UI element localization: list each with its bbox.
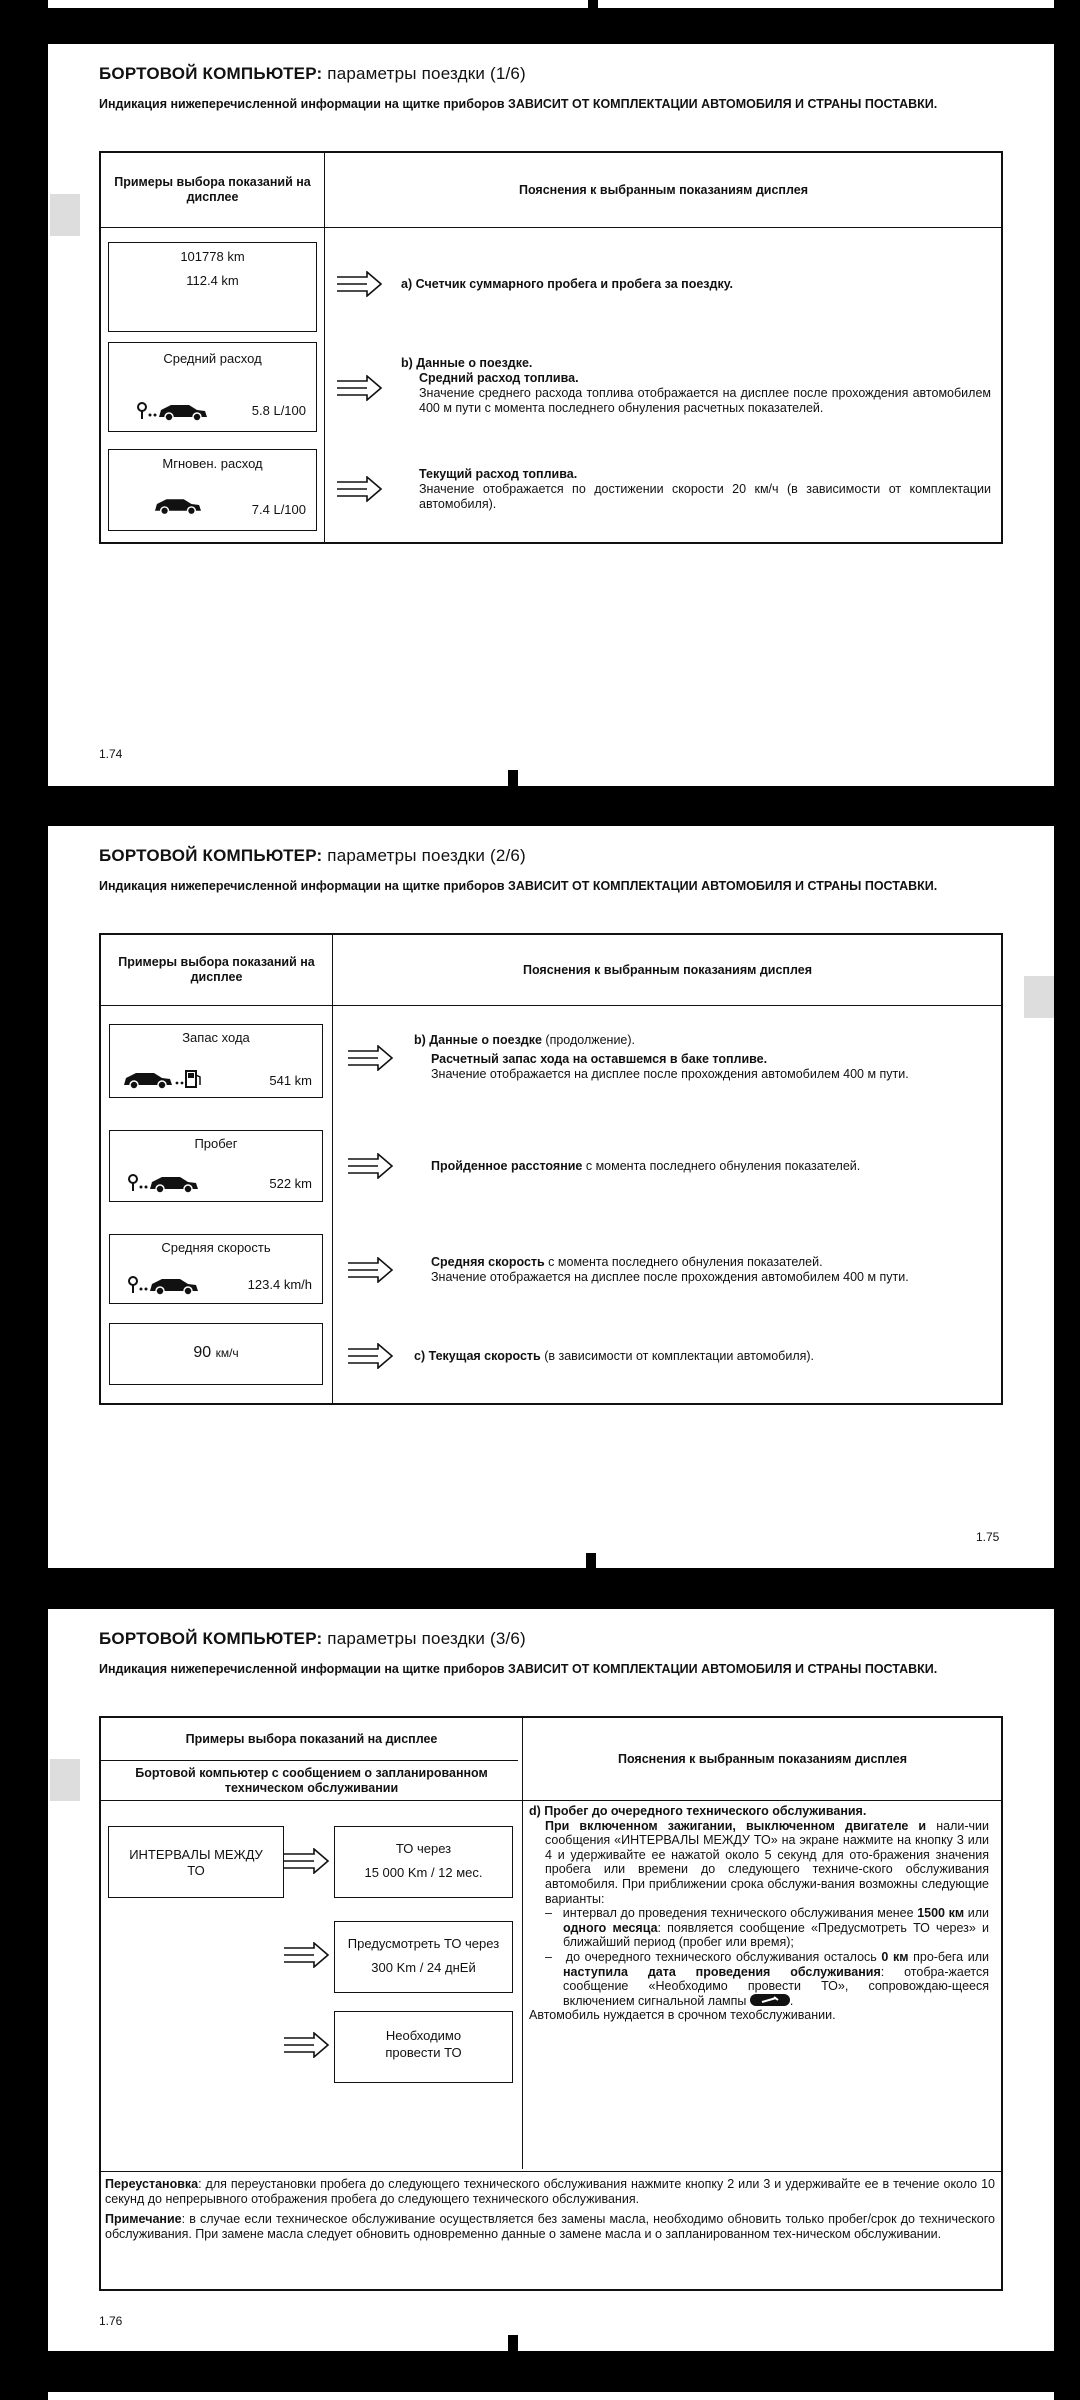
desc-distance: Пройденное расстояние с момента последнего обнуления показателей. [431,1159,861,1173]
speed-unit: км/ч [215,1346,239,1360]
car-fuel-pump-icon [122,1067,202,1089]
arrow-right-icon [282,2032,330,2058]
display-label: Запас хода [182,1030,250,1045]
info-table [99,151,1003,544]
display-average-consumption [108,342,317,432]
display-distance [109,1130,323,1202]
display-label: провести ТО [385,2045,462,2060]
display-plan-service [334,1921,513,1993]
column-subheader: Бортовой компьютер с сообщением о запланированном техническом обслуживании [135,1766,488,1795]
display-label: ТО через [395,1841,452,1856]
info-table [99,933,1003,1405]
range-value: 541 km [269,1073,312,1088]
instant-consumption-value: 7.4 L/100 [251,502,306,517]
desc-trip-data: b) Данные о поездке. Средний расход топлива. Значение среднего расхода топлива отображается на дисплее после прохождения автомобилем 400 м пути с момента последнего обнуления расчетных показателей. [401,356,991,415]
trip-mileage-value: 112.4 km [186,273,239,288]
arrow-right-icon [346,1045,394,1071]
page-title: БОРТОВОЙ КОМПЬЮТЕР: параметры поездки (1/6) [99,64,526,83]
column-header-examples: Примеры выбора показаний на дисплее [185,1731,438,1746]
column-header-explanations: Пояснения к выбранным показаниям дисплея [617,1751,908,1766]
display-label: Предусмотреть ТО через [347,1936,500,1951]
desc-instant-consumption: Текущий расход топлива. Значение отображается по достижении скорости 20 км/ч (в зависимости от комплектации автомобиля). [419,467,991,511]
desc-maintenance: d) Пробег до очередного технического обслуживания. При включенном зажигании, выключенном двигателе и нали-чии сообщения «ИНТЕРВАЛЫ МЕЖДУ ТО» на экране нажмите на кнопку 3 или 4 и удерживайте ее нажатой около 5 секунд для ото-бражения значения пробега или времени до следующего техниче-ского обслуживания автомобиля. При приближении срока обслужи-вания возможны следующие варианты: – интервал до проведения технического обслуживания менее 1500 км или одного месяца: появляется сообщение «Предусмотреть ТО через» и ближайший период (пробег или время); – до очередного технического обслуживания осталось 0 км про-бега или наступила дата проведения обслуживания: отобра-жается сообщение «Необходимо провести ТО», сопровождаю-щееся включением сигнальной лампы . Автомобиль нуждается в срочном техобслуживании. [529,1804,990,2023]
column-header-explanations: Пояснения к выбранным показаниям дисплея [522,962,813,977]
maintenance-table [99,1716,1003,2291]
side-tab-marker [50,1759,80,1801]
display-intervals [108,1826,284,1898]
car-icon [155,494,201,516]
display-label: Средняя скорость [161,1240,271,1255]
arrow-right-icon [346,1343,394,1369]
page-title: БОРТОВОЙ КОМПЬЮТЕР: параметры поездки (2/6) [99,846,526,865]
page-title: БОРТОВОЙ КОМПЬЮТЕР: параметры поездки (3/6) [99,1629,526,1648]
arrow-right-icon [346,1257,394,1283]
previous-page-edge [48,0,588,8]
service-warning-lamp-icon [750,1994,790,2006]
column-header-examples: Примеры выбора показаний на дисплее [118,955,315,984]
page-fold-mark [586,1553,596,1569]
arrow-right-icon [335,271,383,297]
page-fold-mark [508,770,518,786]
current-speed-value: 90 [193,1344,212,1361]
distance-value: 522 km [269,1176,312,1191]
display-label: ИНТЕРВАЛЫ МЕЖДУ ТО [129,1847,263,1878]
manual-page-1-75 [48,826,1054,1568]
display-label: Средний расход [163,351,262,366]
arrow-right-icon [335,476,383,502]
notice-text: Индикация нижеперечисленной информации на щитке приборов ЗАВИСИТ ОТ КОМПЛЕКТАЦИИ АВТОМОБИЛЯ И СТРАНЫ ПОСТАВКИ. [99,879,938,893]
page-number: 1.75 [976,1530,1000,1544]
reset-instructions: Переустановка: для переустановки пробега до следующего технического обслуживания нажмите кнопку 2 или 3 и удерживайте ее в течение около 10 секунд до непрерывного отображения пробега до следующего технического обслуживания. Примечание: в случае если техническое обслуживание осуществляется без замены масла, необходимо обновить только пробег/срок до технического обслуживания. При замене масла следует обновить одновременно данные о замене масла и о запланированном тех-ническом обслуживании. [105,2177,995,2241]
notice-text: Индикация нижеперечисленной информации на щитке приборов ЗАВИСИТ ОТ КОМПЛЕКТАЦИИ АВТОМОБИЛЯ И СТРАНЫ ПОСТАВКИ. [99,1662,938,1676]
next-page-edge [48,2392,1054,2400]
manual-page-1-74 [48,44,1054,786]
desc-odometer: a) Счетчик суммарного пробега и пробега за поездку. [401,277,734,291]
column-header-examples: Примеры выбора показаний на дисплее [114,175,311,204]
arrow-right-icon [335,375,383,401]
display-service-needed [334,2011,513,2083]
arrow-right-icon [346,1153,394,1179]
desc-average-speed: Средняя скорость с момента последнего обнуления показателей. Значение отображается на дисплее после прохождения автомобилем 400 м пути. [431,1255,909,1284]
display-label: Мгновен. расход [162,456,263,471]
fuel-trip-car-icon [137,399,209,421]
arrow-right-icon [282,1848,330,1874]
total-mileage-value: 101778 km [180,249,245,264]
page-number: 1.74 [99,747,123,761]
desc-current-speed: c) Текущая скорость (в зависимости от комплектации автомобиля). [414,1349,815,1363]
side-tab-marker [1024,976,1054,1018]
display-label: Пробег [194,1136,238,1151]
display-range [109,1024,323,1098]
trip-car-icon [128,1171,200,1193]
previous-page-edge [598,0,1054,8]
page-fold-mark [508,2335,518,2351]
column-header-explanations: Пояснения к выбранным показаниям дисплея [518,182,809,197]
display-service-in [334,1826,513,1898]
service-interval-value: 15 000 Km / 12 мес. [364,1865,483,1880]
notice-text: Индикация нижеперечисленной информации на щитке приборов ЗАВИСИТ ОТ КОМПЛЕКТАЦИИ АВТОМОБИЛЯ И СТРАНЫ ПОСТАВКИ. [99,97,938,111]
display-average-speed [109,1234,323,1304]
display-label: Необходимо [385,2028,462,2043]
display-instant-consumption [108,449,317,531]
trip-car-icon [128,1273,200,1295]
manual-page-1-76 [48,1609,1054,2351]
arrow-right-icon [282,1942,330,1968]
display-current-speed [109,1323,323,1385]
average-speed-value: 123.4 km/h [247,1277,312,1292]
side-tab-marker [50,194,80,236]
average-consumption-value: 5.8 L/100 [251,403,306,418]
desc-range: b) Данные о поездке (продолжение). Расчетный запас хода на оставшемся в баке топливе. Значение отображается на дисплее после прохождения автомобилем 400 м пути. [414,1033,909,1081]
display-odometer [108,242,317,332]
service-plan-value: 300 Km / 24 днЕй [371,1960,476,1975]
page-number: 1.76 [99,2314,123,2328]
